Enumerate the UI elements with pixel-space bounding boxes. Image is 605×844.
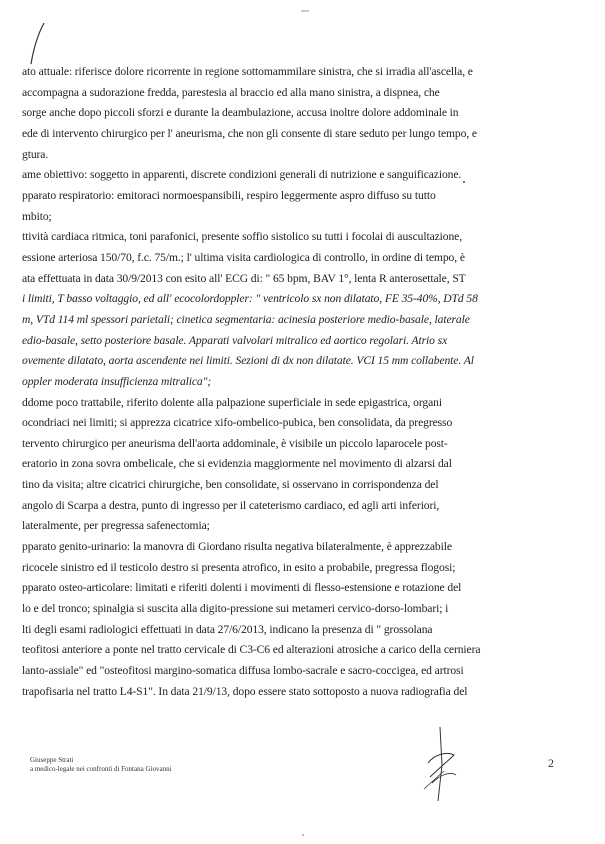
text-line: gtura. — [22, 147, 49, 161]
text-line: angolo di Scarpa a destra, punto di ingresso per il cateterismo cardiaco, ed agli arti inferiori, — [22, 498, 440, 512]
text-line: ame obiettivo: soggetto in apparenti, discrete condizioni generali di nutrizione e sanguificazione. — [22, 168, 462, 182]
text-line: ttività cardiaca ritmica, toni parafonici, presente soffio sistolico su tutti i focolai di auscultazione, — [22, 230, 463, 244]
page-number: 2 — [548, 756, 554, 770]
text-line: edio-basale, setto posteriore basale. Apparati valvolari mitralico ed aortico regolari. Atrio sx — [22, 333, 448, 347]
text-line: oppler moderata insufficienza mitralica"; — [22, 374, 212, 388]
text-line: eratorio in zona sovra ombelicale, che si evidenzia maggiormente nel movimento di alzarsi dal — [22, 457, 452, 471]
text-line: mbito; — [22, 209, 52, 223]
scan-mark-bottom — [300, 832, 306, 838]
text-line: ricocele sinistro ed il testicolo destro si presenta atrofico, in esito a probabile, pregressa flogosi; — [22, 560, 456, 574]
text-line: teofitosi anteriore a ponte nel tratto cervicale di C3-C6 ed alterazioni atrosiche a carico della cerniera — [22, 643, 481, 657]
text-line: trapofisaria nel tratto L4-S1". In data 21/9/13, dopo essere stato sottoposto a nuova radiografia del — [22, 684, 468, 698]
scan-mark — [300, 8, 310, 14]
text-line: lateralmente, per pregressa safenectomia; — [22, 519, 210, 533]
body-text — [22, 62, 562, 702]
text-line: ata effettuata in data 30/9/2013 con esito all' ECG di: " 65 bpm, BAV 1°, lenta R anterosettale, ST — [22, 271, 466, 285]
text-line: essione arteriosa 150/70, f.c. 75/m.; l' ultima visita cardiologica di controllo, in ordine di tempo, è — [22, 250, 465, 264]
handwritten-signature — [420, 725, 460, 803]
text-line: accompagna a sudorazione fredda, parestesia al braccio ed alla mano sinistra, a dispnea, che — [22, 85, 440, 99]
text-line: ovemente dilatato, aorta ascendente nei limiti. Sezioni di dx non dilatate. VCI 15 mm collabente. Al — [22, 354, 474, 368]
text-line: m, VTd 114 ml spessori parietali; cinetica segmentaria: acinesia posteriore medio-basale, laterale — [22, 312, 470, 326]
text-line: sorge anche dopo piccoli sforzi e durante la deambulazione, accusa inoltre dolore addominale in — [22, 106, 459, 120]
pen-margin-stroke — [28, 22, 48, 66]
text-line: lo e del tronco; spinalgia si suscita alla digito-pressione sui metameri cervico-dorso-lombari; i — [22, 602, 449, 616]
footer-subject: a medico-legale nei confronti di Fontana Giovanni — [30, 765, 172, 773]
text-line: lanto-assiale" ed "osteofitosi margino-somatica diffusa lombo-sacrale e sacro-coccigea, ed artrosi — [22, 664, 464, 678]
text-line: ddome poco trattabile, riferito dolente alla palpazione superficiale in sede epigastrica, organi — [22, 395, 442, 409]
text-line: ede di intervento chirurgico per l' aneurisma, che non gli consente di stare seduto per lungo tempo, e — [22, 126, 477, 140]
text-line: pparato genito-urinario: la manovra di Giordano risulta negativa bilateralmente, è apprezzabile — [22, 540, 452, 554]
text-line: ato attuale: riferisce dolore ricorrente in regione sottomammilare sinistra, che si irradia all'ascella, e — [22, 65, 473, 78]
text-line: lti degli esami radiologici effettuati in data 27/6/2013, indicano la presenza di " grossolana — [22, 622, 433, 636]
text-line: pparato respiratorio: emitoraci normoespansibili, respiro leggermente aspro diffuso su tutto — [22, 188, 436, 202]
footer-author: Giuseppe Strati — [30, 756, 74, 764]
text-line: tervento chirurgico per aneurisma dell'aorta addominale, è visibile un piccolo laparocele post- — [22, 436, 448, 450]
text-line: pparato osteo-articolare: limitati e riferiti dolenti i movimenti di flesso-estensione e rotazione del — [22, 581, 462, 595]
text-line: i limiti, T basso voltaggio, ed all' ecocolordoppler: " ventricolo sx non dilatato, FE 35-40%, DTd 58 — [22, 292, 478, 306]
footer — [30, 756, 172, 774]
text-line: ocondriaci nei limiti; si apprezza cicatrice xifo-ombelico-pubica, ben consolidata, da pregresso — [22, 416, 453, 430]
text-line: tino da visita; altre cicatrici chirurgiche, ben consolidate, si osservano in corrispondenza del — [22, 478, 439, 492]
ink-dot — [462, 180, 466, 184]
